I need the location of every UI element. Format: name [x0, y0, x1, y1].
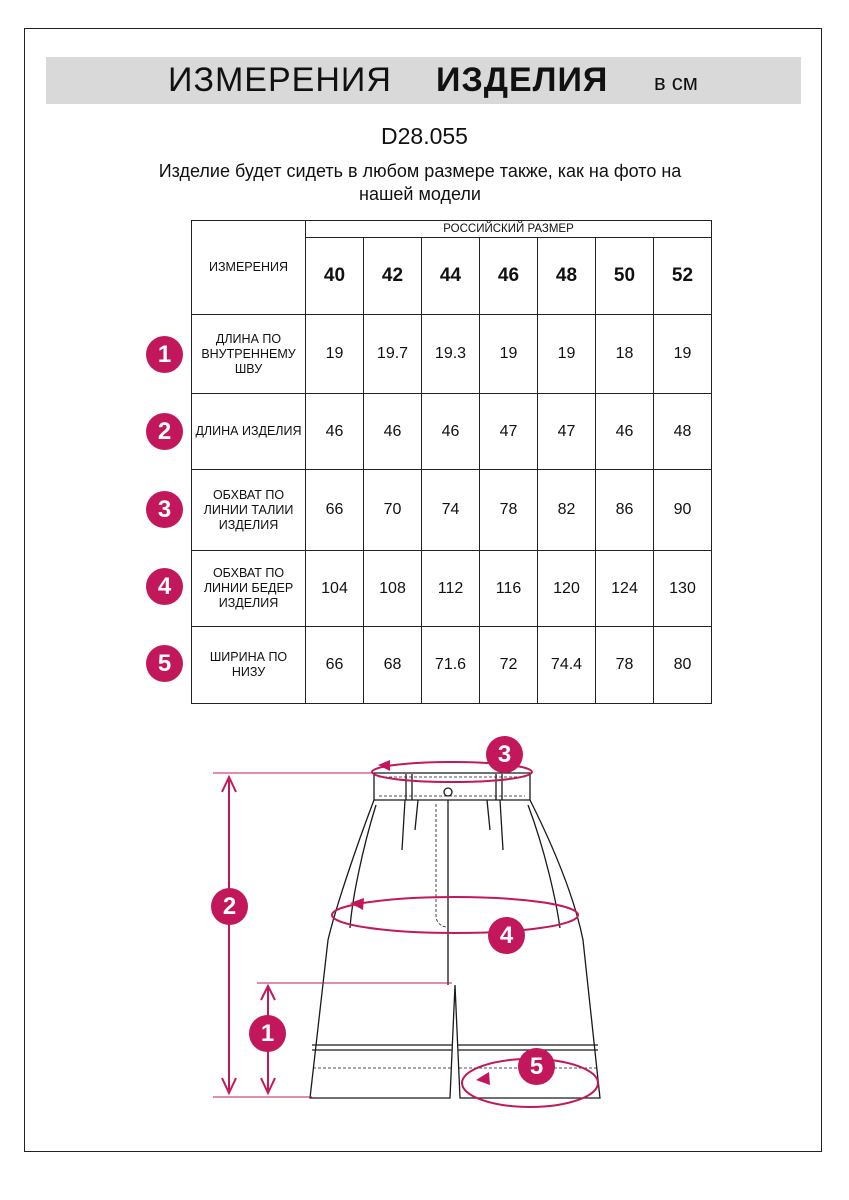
value-cell: 112 — [422, 551, 480, 627]
row-label: ОБХВАТ ПО ЛИНИИ ТАЛИИ ИЗДЕЛИЯ — [192, 470, 306, 551]
hip-ellipse — [332, 897, 578, 933]
value-cell: 46 — [364, 394, 422, 470]
value-cell: 116 — [480, 551, 538, 627]
header-title-bold: ИЗДЕЛИЯ — [436, 61, 609, 99]
value-cell: 70 — [364, 470, 422, 551]
value-cell: 19 — [538, 315, 596, 394]
value-cell: 46 — [306, 394, 364, 470]
value-cell: 74.4 — [538, 627, 596, 704]
value-cell: 104 — [306, 551, 364, 627]
value-cell: 120 — [538, 551, 596, 627]
value-cell: 19.3 — [422, 315, 480, 394]
value-cell: 74 — [422, 470, 480, 551]
diagram-badge-1: 1 — [249, 1015, 286, 1052]
value-cell: 108 — [364, 551, 422, 627]
product-code: D28.055 — [381, 123, 468, 149]
header-title: ИЗМЕРЕНИЯ — [168, 61, 392, 99]
row-badge-1: 1 — [146, 336, 183, 373]
value-cell: 124 — [596, 551, 654, 627]
value-cell: 46 — [422, 394, 480, 470]
row-label: ДЛИНА ПО ВНУТРЕННЕМУ ШВУ — [192, 315, 306, 394]
size-cell: 44 — [422, 238, 480, 315]
value-cell: 78 — [596, 627, 654, 704]
value-cell: 46 — [596, 394, 654, 470]
diagram-badge-2: 2 — [211, 888, 248, 925]
value-cell: 80 — [654, 627, 712, 704]
value-cell: 90 — [654, 470, 712, 551]
diagram-badge-5: 5 — [518, 1048, 555, 1085]
size-group-header: РОССИЙСКИЙ РАЗМЕР — [306, 221, 712, 238]
value-cell: 48 — [654, 394, 712, 470]
row-badge-4: 4 — [146, 568, 183, 605]
value-cell: 47 — [480, 394, 538, 470]
value-cell: 82 — [538, 470, 596, 551]
row-label: ШИРИНА ПО НИЗУ — [192, 627, 306, 704]
diagram-badge-4: 4 — [488, 917, 525, 954]
size-cell: 50 — [596, 238, 654, 315]
value-cell: 130 — [654, 551, 712, 627]
row-label: ОБХВАТ ПО ЛИНИИ БЕДЕР ИЗДЕЛИЯ — [192, 551, 306, 627]
size-cell: 40 — [306, 238, 364, 315]
row-badge-5: 5 — [146, 645, 183, 682]
value-cell: 18 — [596, 315, 654, 394]
size-cell: 46 — [480, 238, 538, 315]
size-cell: 52 — [654, 238, 712, 315]
row-badge-2: 2 — [146, 413, 183, 450]
value-cell: 68 — [364, 627, 422, 704]
waist-arrow-head — [378, 760, 390, 771]
value-cell: 19 — [480, 315, 538, 394]
value-cell: 78 — [480, 470, 538, 551]
hem-arrow-head — [476, 1072, 490, 1085]
value-cell: 72 — [480, 627, 538, 704]
header-unit: в см — [654, 70, 698, 95]
shorts-outline — [310, 773, 600, 1098]
value-cell: 47 — [538, 394, 596, 470]
size-cell: 42 — [364, 238, 422, 315]
row-badge-3: 3 — [146, 491, 183, 528]
row-label: ДЛИНА ИЗДЕЛИЯ — [192, 394, 306, 470]
value-cell: 66 — [306, 627, 364, 704]
size-cell: 48 — [538, 238, 596, 315]
value-cell: 86 — [596, 470, 654, 551]
value-cell: 71.6 — [422, 627, 480, 704]
fit-note: Изделие будет сидеть в любом размере также, как на фото на нашей модели — [158, 161, 682, 204]
value-cell: 19 — [654, 315, 712, 394]
measure-header: ИЗМЕРЕНИЯ — [192, 221, 306, 315]
diagram-badge-3: 3 — [486, 736, 523, 773]
value-cell: 19 — [306, 315, 364, 394]
value-cell: 19.7 — [364, 315, 422, 394]
value-cell: 66 — [306, 470, 364, 551]
